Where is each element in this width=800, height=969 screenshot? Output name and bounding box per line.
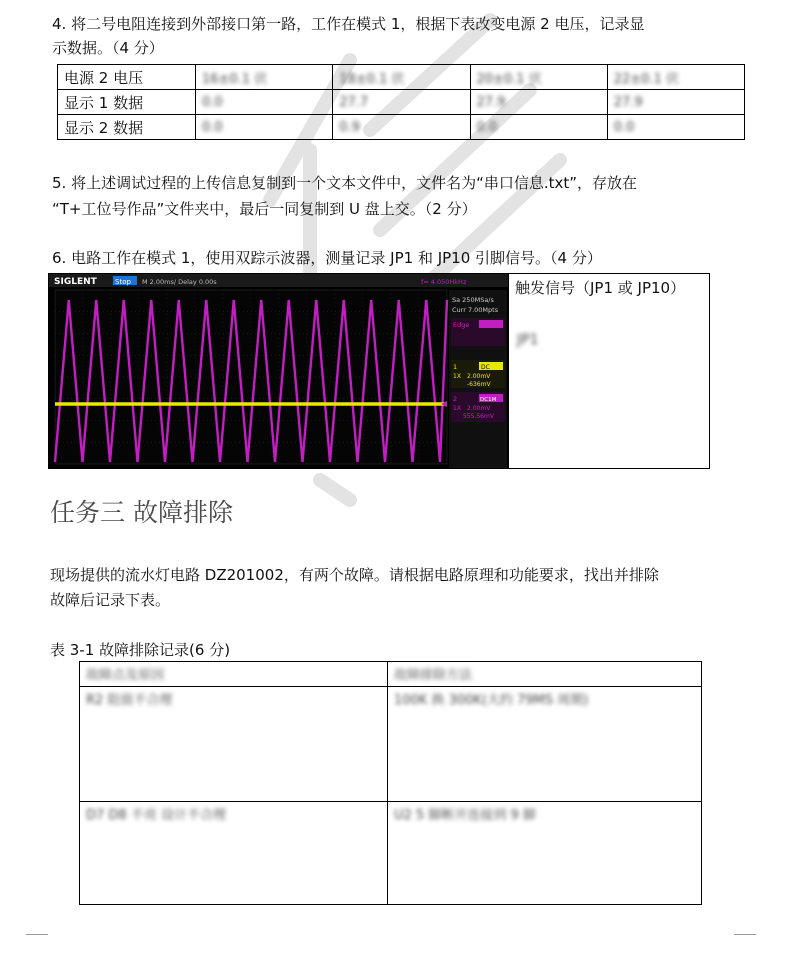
oscilloscope-box	[48, 273, 710, 469]
oscilloscope-display	[49, 274, 508, 468]
table-cell: U2 5 脚断开连接到 9 脚	[388, 802, 702, 905]
task3-paragraph-line1: 现场提供的流水灯电路 DZ201002，有两个故障。请根据电路原理和功能要求，找出并排除	[50, 566, 659, 584]
osc-ch2-probe: 1X	[453, 405, 461, 412]
osc-mode: Stop	[115, 278, 131, 286]
table-row	[80, 687, 702, 802]
table-row	[80, 802, 702, 905]
osc-edge-label: Edge	[453, 321, 470, 329]
item5-text-line2: “T+工位号作品”文件夹中，最后一同复制到 U 盘上交。（2 分）	[52, 200, 477, 218]
table-header-cell: 电源 2 电压	[58, 65, 196, 90]
voltage-table	[57, 64, 745, 140]
table-row	[80, 662, 702, 687]
table-header-cell: 故障排除方法	[388, 662, 702, 687]
item4-text-line2: 示数据。（4 分）	[52, 39, 164, 57]
item6-text: 6. 电路工作在模式 1，使用双踪示波器，测量记录 JP1 和 JP10 引脚信号。（4 分）	[52, 249, 602, 267]
trigger-signal-cell	[509, 274, 708, 468]
table-row	[58, 115, 745, 140]
osc-ch1-probe: 1X	[453, 373, 461, 380]
fault-table	[79, 661, 702, 905]
table-row-label: 显示 2 数据	[58, 115, 196, 140]
osc-trigger-info: f= 4.050HkHz	[421, 278, 467, 286]
table-cell: 0.9	[333, 115, 470, 140]
table-cell: 0.0	[196, 115, 333, 140]
page-corner-mark	[734, 934, 756, 935]
table-row	[58, 90, 745, 115]
table-row	[58, 65, 745, 90]
table-cell: 0.0	[607, 115, 744, 140]
osc-ch2-label: 2	[453, 395, 458, 403]
table-header-cell: 16±0.1 伏	[196, 65, 333, 90]
table-caption: 表 3-1 故障排除记录(6 分)	[50, 641, 231, 659]
osc-ch1-offset: -636mV	[467, 381, 491, 388]
trigger-signal-value: JP1	[517, 332, 539, 348]
page-corner-mark	[26, 934, 48, 935]
table-cell: 27.9	[470, 90, 607, 115]
osc-ch2-coupling: DC1M	[480, 397, 497, 403]
table-header-cell: 22±0.1 伏	[607, 65, 744, 90]
osc-timebase: M 2.00ms/ Delay 0.00s	[142, 278, 217, 286]
table-cell: R2 阻值不合理	[80, 687, 388, 802]
item5-text-line1: 5. 将上述调试过程的上传信息复制到一个文本文件中，文件名为“串口信息.txt”，存放在	[52, 174, 638, 192]
task3-heading: 任务三 故障排除	[50, 498, 233, 527]
table-cell: 100K 换 300K(大约 79MS 周期)	[388, 687, 702, 802]
osc-curr: Curr 7.00Mpts	[452, 306, 499, 314]
table-cell: 0.0	[196, 90, 333, 115]
table-cell: 27.7	[333, 90, 470, 115]
osc-ch2-offset: 555.56mV	[463, 413, 494, 420]
osc-brand: SIGLENT	[54, 277, 97, 287]
osc-ch2-scale: 2.00mV	[467, 405, 491, 412]
table-cell: D7 D8 不亮 设计不合理	[80, 802, 388, 905]
table-header-cell: 故障点及原因	[80, 662, 388, 687]
table-header-cell: 20±0.1 伏	[470, 65, 607, 90]
table-cell: 27.9	[607, 90, 744, 115]
table-row-label: 显示 1 数据	[58, 90, 196, 115]
osc-ch1-coupling: DC	[481, 364, 490, 371]
item4-text-line1: 4. 将二号电阻连接到外部接口第一路，工作在模式 1，根据下表改变电源 2 电压，记录显	[52, 15, 645, 33]
osc-ch1-label: 1	[453, 363, 458, 371]
table-cell: 0.0	[470, 115, 607, 140]
trigger-signal-label: 触发信号（JP1 或 JP10）	[515, 279, 686, 297]
osc-sample-rate: Sa 250MSa/s	[452, 296, 494, 304]
osc-ch1-scale: 2.00mV	[467, 373, 491, 380]
task3-paragraph-line2: 故障后记录下表。	[50, 591, 171, 609]
table-header-cell: 18±0.1 伏	[333, 65, 470, 90]
oscilloscope-screenshot	[49, 274, 509, 468]
